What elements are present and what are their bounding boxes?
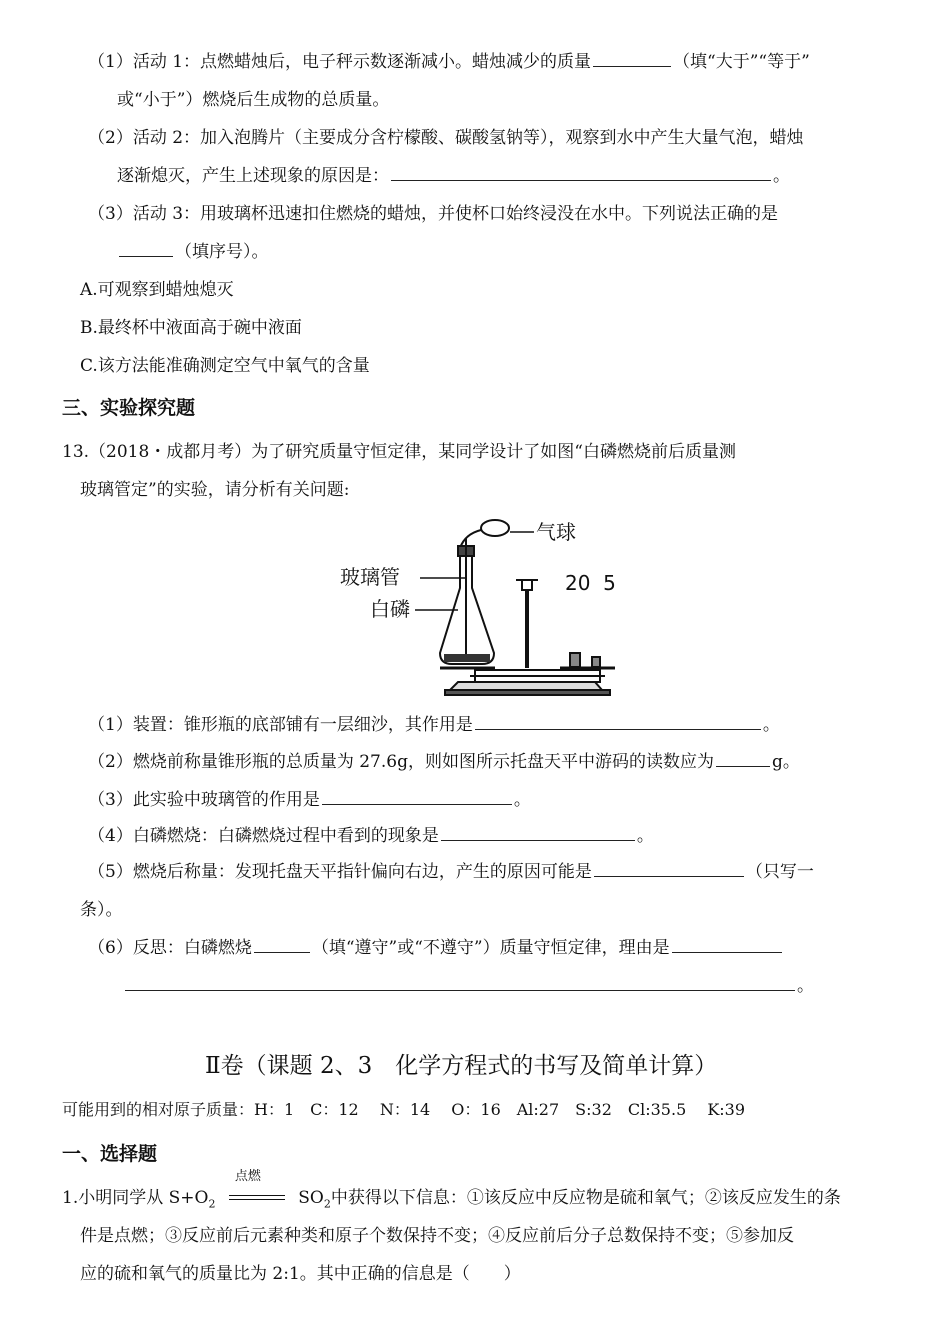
q1-line1 [62,1168,841,1216]
answer-blank[interactable] [119,240,173,257]
q12-a3-line2 [117,240,269,264]
sand-layer [444,654,490,662]
q13-s6-text: （6）反思：白磷燃烧 [88,938,252,958]
q13-s3 [88,788,531,812]
q13-s6-mid: （填“遵守”或“不遵守”）质量守恒定律，理由是 [311,938,670,958]
q12-a1-line1 [88,50,810,74]
label-glass-tube: 玻璃管 [340,565,400,589]
q1-rest: 中获得以下信息：①该反应中反应物是硫和氧气；②该反应发生的条 [330,1188,841,1208]
option-a: A.可观察到蜡烛熄灭 [80,280,234,300]
answer-blank[interactable] [593,50,671,67]
label-balloon: 气球 [536,520,576,544]
q13-line2: 玻璃管定”的实验，请分析有关问题: [80,480,350,500]
q13-s1-end: 。 [762,715,780,735]
balance-apparatus-figure [340,518,620,696]
label-weights: 20 5 [565,571,616,595]
subscript: 2 [208,1197,216,1211]
q12-a2-line1: （2）活动 2：加入泡腾片（主要成分含柠檬酸、碳酸氢钠等），观察到水中产生大量气泡，蜡烛 [88,128,804,148]
weight-20 [570,653,580,667]
option-c: C.该方法能准确测定空气中氧气的含量 [80,356,370,376]
q12-a2-line2 [117,164,790,188]
option-b: B.最终杯中液面高于碗中液面 [80,318,302,338]
q1-line3: 应的硫和氧气的质量比为 2:1。其中正确的信息是（ ） [80,1264,521,1284]
answer-blank[interactable] [322,788,512,805]
q13-s2-text: （2）燃烧前称量锥形瓶的总质量为 27.6g，则如图所示托盘天平中游码的读数应为 [88,752,714,772]
q12-a3-text: （填序号）。 [175,242,269,262]
answer-blank[interactable] [716,750,770,767]
balance-base [450,682,602,690]
q12-a1-text2: （填“大于”“等于” [673,52,810,72]
q13-s5 [88,860,814,884]
q13-s6-end: 。 [797,976,814,996]
answer-blank[interactable] [594,860,744,877]
section-heading-1: 一、选择题 [62,1143,158,1165]
answer-blank[interactable] [672,936,782,953]
q13-s5-end: （只写一 [745,862,814,882]
answer-blank[interactable] [125,974,795,991]
answer-blank[interactable] [475,713,761,730]
q12-a1-line2: 或“小于”）燃烧后生成物的总质量。 [117,90,390,110]
q13-s4-end: 。 [636,826,654,846]
q13-s5-line2: 条）。 [80,900,123,920]
subscript: 2 [323,1197,331,1211]
q13-s4 [88,824,654,848]
atomic-masses: 可能用到的相对原子质量：H：1 C：12 N：14 O：16 Al:27 S:32 Cl:35.5 K:39 [62,1100,746,1119]
q13-s5-text: （5）燃烧后称量：发现托盘天平指针偏向右边，产生的原因可能是 [88,862,592,882]
answer-blank[interactable] [254,936,310,953]
balloon-icon [481,520,509,536]
q1-line2: 件是点燃；③反应前后元素种类和原子个数保持不变；④反应前后分子总数保持不变；⑤参加反 [80,1226,794,1246]
q12-a2-text: 逐渐熄灭，产生上述现象的原因是： [117,166,389,186]
q13-s2-end: g。 [771,752,800,772]
pointer-scale [522,580,532,590]
label-white-phosphorus: 白磷 [370,597,410,621]
balance-foot [445,690,610,695]
q1-product: SO [298,1188,324,1208]
answer-blank[interactable] [441,824,635,841]
answer-blank[interactable] [391,164,771,181]
q13-s1 [88,713,780,737]
q13-s2 [88,750,800,774]
q13-s6-line2 [123,974,814,998]
q12-a2-end: 。 [773,166,790,186]
q12-a1-text: （1）活动 1：点燃蜡烛后，电子秤示数逐渐减小。蜡烛减少的质量 [88,52,592,72]
reaction-condition: 点燃 [234,1168,261,1184]
weight-5 [592,657,600,667]
q13-s3-end: 。 [513,790,531,810]
q13-s6 [88,936,784,960]
q13-line1: 13.（2018・成都月考）为了研究质量守恒定律，某同学设计了如图“白磷燃烧前后质量测 [62,442,736,462]
q13-s1-text: （1）装置：锥形瓶的底部铺有一层细沙，其作用是 [88,715,473,735]
q13-s3-text: （3）此实验中玻璃管的作用是 [88,790,320,810]
q1-prefix: 1.小明同学从 S+O [62,1188,209,1208]
q13-s4-text: （4）白磷燃烧：白磷燃烧过程中看到的现象是 [88,826,439,846]
part2-title: Ⅱ卷（课题 2、3 化学方程式的书写及简单计算） [205,1053,718,1079]
double-line [229,1195,285,1200]
section-heading-3: 三、实验探究题 [62,397,196,419]
q12-a3-line1: （3）活动 3：用玻璃杯迅速扣住燃烧的蜡烛，并使杯口始终浸没在水中。下列说法正确的是 [88,204,779,224]
reaction-arrow [229,1168,285,1209]
